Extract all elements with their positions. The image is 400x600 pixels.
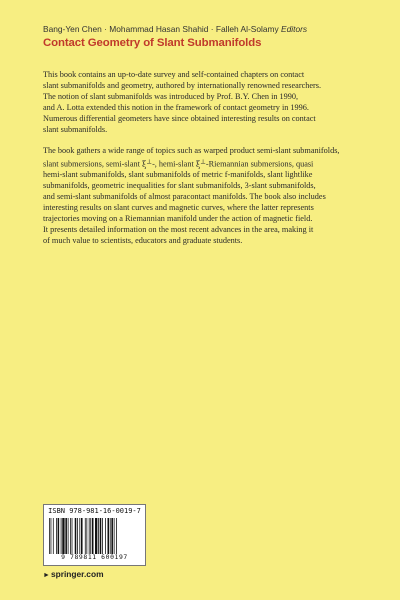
barcode-bars [49, 518, 140, 554]
barcode-bar [70, 518, 71, 554]
barcode-bar [102, 518, 103, 554]
isbn-barcode [43, 504, 146, 566]
description-paragraph-2 [43, 146, 361, 247]
book-title: Contact Geometry of Slant Submanifolds [43, 37, 262, 49]
editors-names: Bang-Yen Chen · Mohammad Hasan Shahid · Falleh Al-Solamy [43, 24, 279, 34]
text-segment: -Riemannian submersions, quasi [205, 159, 314, 169]
barcode-bar [86, 518, 87, 554]
barcode-bar [116, 518, 117, 554]
barcode-bar [98, 518, 99, 554]
barcode-bar [95, 518, 97, 554]
book-description [43, 70, 361, 257]
text-line: slant submanifolds and geometry, authored by internationally renowned researchers. [43, 80, 322, 90]
arrow-icon: ► [43, 572, 50, 579]
text-line: slant submanifolds. [43, 124, 108, 134]
description-paragraph-1 [43, 70, 361, 135]
text-line: trajectories moving on a Riemannian manifold under the action of magnetic field. [43, 214, 313, 224]
xi-perp-symbol [142, 157, 153, 169]
text-line: Numerous differential geometers have since obtained interesting results on contact [43, 113, 316, 123]
perp-symbol: ⊥ [200, 157, 206, 165]
text-line: and A. Lotta extended this notion in the framework of contact geometry in 1996. [43, 102, 309, 112]
publisher-link[interactable] [43, 569, 104, 579]
barcode-bar [92, 518, 94, 554]
text-line: of much value to scientists, educators and graduate students. [43, 235, 243, 245]
text-segment: slant submersions, semi-slant [43, 159, 142, 169]
text-line: submanifolds, geometric inequalities for slant submanifolds, 3-slant submanifolds, [43, 181, 316, 191]
barcode-bar [81, 518, 83, 554]
barcode-bar [79, 518, 80, 554]
editors-line [43, 24, 307, 34]
isbn-number: ISBN 978-981-16-0019-7 [48, 507, 141, 515]
text-line: It presents detailed information on the most recent advances in the area, making it [43, 224, 314, 234]
barcode-bar [85, 518, 86, 554]
barcode-bar [90, 518, 91, 554]
barcode-bar [108, 518, 110, 554]
editors-role: Editors [281, 24, 308, 34]
barcode-bar [75, 518, 77, 554]
text-line: The notion of slant submanifolds was introduced by Prof. B.Y. Chen in 1990, [43, 91, 299, 101]
barcode-bar [56, 518, 57, 554]
xi-perp-symbol [195, 157, 206, 169]
barcode-bar [68, 518, 69, 554]
text-segment: -, hemi-slant [152, 159, 196, 169]
barcode-bar [105, 518, 106, 554]
text-line-with-symbols [43, 157, 361, 171]
xi-symbol: ξ [195, 159, 201, 169]
barcode-bar [51, 518, 52, 554]
barcode-bar [77, 518, 78, 554]
barcode-digits: 9 789811 600197 [61, 553, 128, 561]
text-line: This book contains an up-to-date survey and self-contained chapters on contact [43, 70, 305, 79]
barcode-bar [110, 518, 111, 554]
xi-symbol: ξ [142, 159, 147, 169]
barcode-bar [49, 518, 50, 554]
barcode-bar [53, 518, 54, 554]
barcode-bar [65, 518, 67, 554]
barcode-bar [111, 518, 113, 554]
text-line: interesting results on slant curves and magnetic curves, where the latter represents [43, 203, 314, 213]
barcode-bar [58, 518, 60, 554]
barcode-bar [100, 518, 102, 554]
text-line: hemi-slant submanifolds, slant submanifolds of metric f-manifolds, slant lightlike [43, 170, 313, 180]
barcode-bar [62, 518, 64, 554]
publisher-url: springer.com [50, 569, 104, 579]
text-line: The book gathers a wide range of topics such as warped product semi-slant submanifolds, [43, 145, 340, 155]
text-line: and semi-slant submanifolds of almost paracontact manifolds. The book also includes [43, 192, 326, 202]
barcode-bar [89, 518, 90, 554]
perp-symbol: ⊥ [146, 157, 153, 165]
barcode-bar [72, 518, 73, 554]
barcode-bar [114, 518, 115, 554]
barcode-bar [61, 518, 62, 554]
